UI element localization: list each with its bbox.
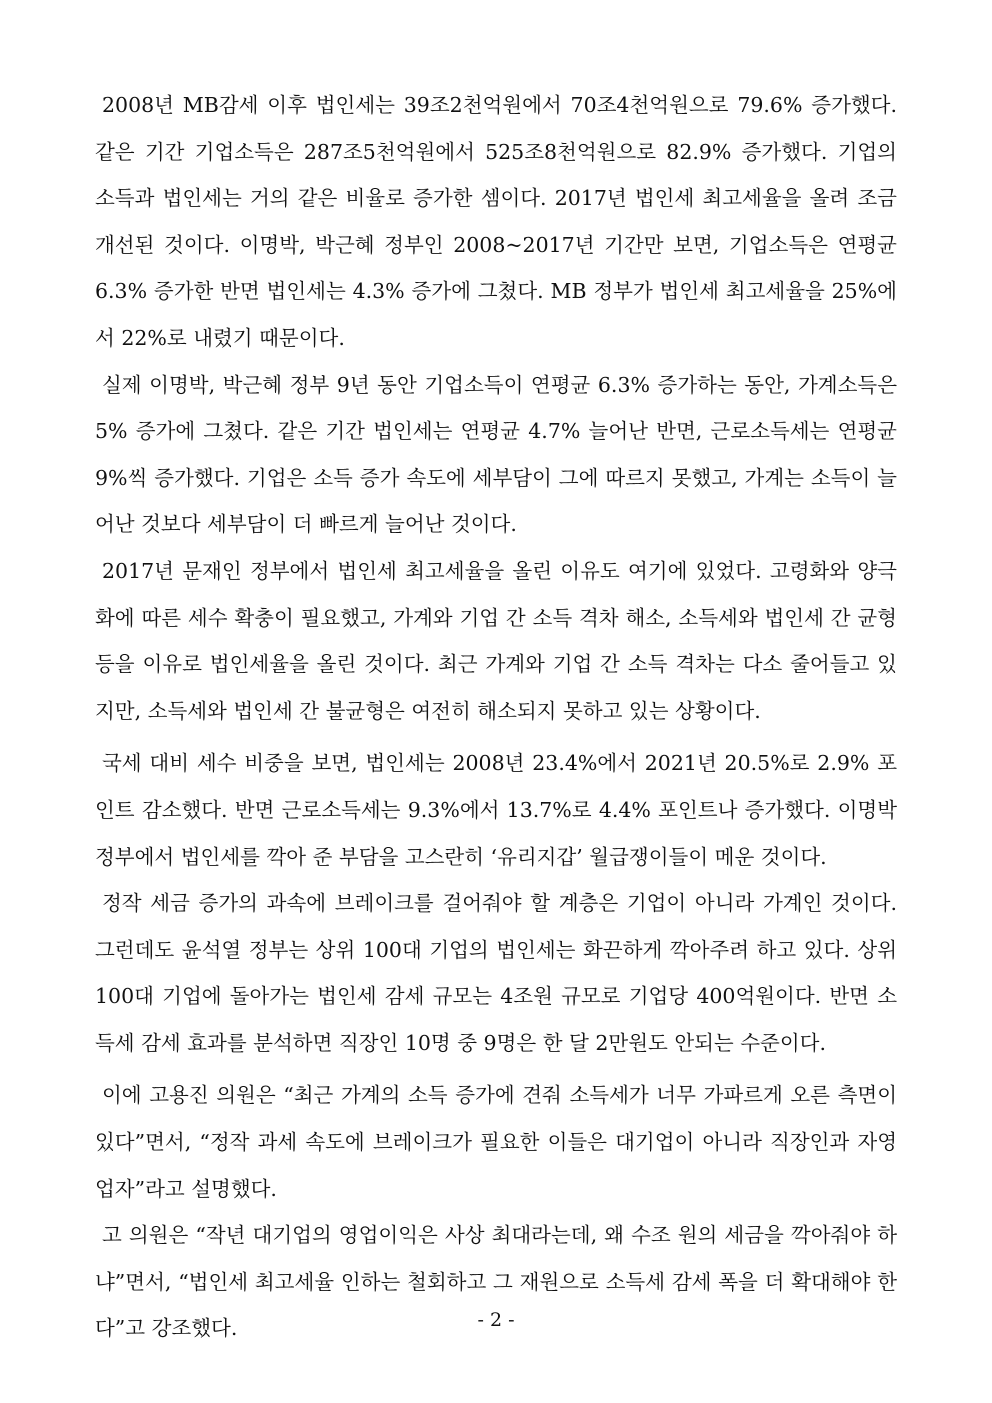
document-body: [95, 82, 897, 1352]
paragraph-6: 이에 고용진 의원은 “최근 가계의 소득 증가에 견줘 소득세가 너무 가파르게 오른 측면이 있다”면서, “정작 과세 속도에 브레이크가 필요한 이들은 대기업이 아니라 직장인과 자영업자”라고 설명했다.: [95, 1083, 897, 1201]
paragraph-3: 2017년 문재인 정부에서 법인세 최고세율을 올린 이유도 여기에 있었다. 고령화와 양극화에 따른 세수 확충이 필요했고, 가계와 기업 간 소득 격차 해소, 소득세와 법인세 간 균형 등을 이유로 법인세율을 올린 것이다. 최근 가계와 기업 간 소득 격차는 다소 줄어들고 있지만, 소득세와 법인세 간 불균형은 여전히 해소되지 못하고 있는 상황이다.: [95, 558, 897, 723]
page-number: - 2 -: [477, 1309, 515, 1331]
paragraph-4: 국세 대비 세수 비중을 보면, 법인세는 2008년 23.4%에서 2021년 20.5%로 2.9% 포인트 감소했다. 반면 근로소득세는 9.3%에서 13.7%로 4.4% 포인트나 증가했다. 이명박 정부에서 법인세를 깍아 준 부담을 고스란히 ‘유리지갑’ 월급쟁이들이 메운 것이다.: [95, 751, 897, 869]
paragraph-1: 2008년 MB감세 이후 법인세는 39조2천억원에서 70조4천억원으로 79.6% 증가했다. 같은 기간 기업소득은 287조5천억원에서 525조8천억원으로 82.9% 증가했다. 기업의 소득과 법인세는 거의 같은 비율로 증가한 셈이다. 2017년 법인세 최고세율을 올려 조금 개선된 것이다. 이명박, 박근혜 정부인 2008~2017년 기간만 보면, 기업소득은 연평균 6.3% 증가한 반면 법인세는 4.3% 증가에 그쳤다. MB 정부가 법인세 최고세율을 25%에서 22%로 내렸기 때문이다.: [95, 93, 897, 350]
paragraph-2: 실제 이명박, 박근혜 정부 9년 동안 기업소득이 연평균 6.3% 증가하는 동안, 가계소득은 5% 증가에 그쳤다. 같은 기간 법인세는 연평균 4.7% 늘어난 반면, 근로소득세는 연평균 9%씩 증가했다. 기업은 소득 증가 속도에 세부담이 그에 따르지 못했고, 가계는 소득이 늘어난 것보다 세부담이 더 빠르게 늘어난 것이다.: [95, 372, 897, 537]
paragraph-5: 정작 세금 증가의 과속에 브레이크를 걸어줘야 할 계층은 기업이 아니라 가계인 것이다. 그런데도 윤석열 정부는 상위 100대 기업의 법인세는 화끈하게 깍아주려 하고 있다. 상위 100대 기업에 돌아가는 법인세 감세 규모는 4조원 규모로 기업당 400억원이다. 반면 소득세 감세 효과를 분석하면 직장인 10명 중 9명은 한 달 2만원도 안되는 수준이다.: [95, 891, 897, 1055]
paragraph-7: 고 의원은 “작년 대기업의 영업이익은 사상 최대라는데, 왜 수조 원의 세금을 깍아줘야 하냐”면서, “법인세 최고세율 인하는 철회하고 그 재원으로 소득세 감세 폭을 더 확대해야 한다”고 강조했다.: [95, 1223, 897, 1341]
